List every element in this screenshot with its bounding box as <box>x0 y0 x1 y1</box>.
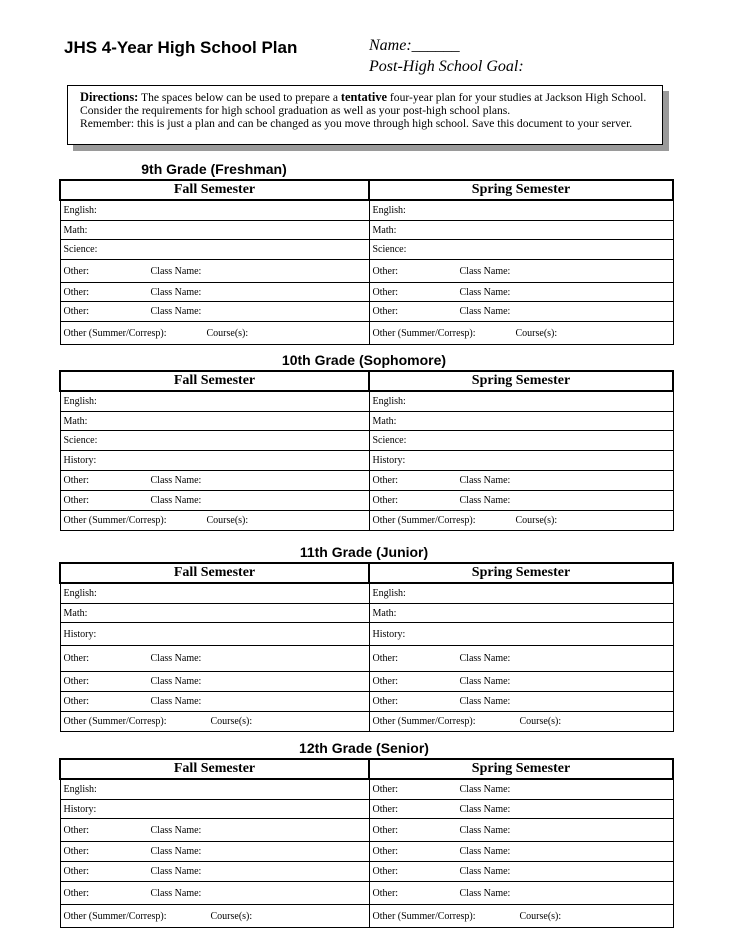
directions-box <box>67 85 663 145</box>
other-class-field[interactable]: Other: Class Name: <box>369 800 673 819</box>
grade-12-title: 12th Grade (Senior) <box>299 740 429 756</box>
science-field[interactable]: Science: <box>60 431 369 451</box>
other-class-field[interactable]: Other: Class Name: <box>60 692 369 712</box>
other-class-field[interactable]: Other: Class Name: <box>60 672 369 692</box>
other-class-field[interactable]: Other: Class Name: <box>369 842 673 862</box>
grade-9-title: 9th Grade (Freshman) <box>141 161 287 177</box>
math-field[interactable]: Math: <box>369 221 673 240</box>
other-class-field[interactable]: Other: Class Name: <box>60 862 369 882</box>
math-field[interactable]: Math: <box>60 604 369 623</box>
spring-semester-header: Spring Semester <box>369 759 673 779</box>
other-class-field[interactable]: Other: Class Name: <box>60 260 369 283</box>
english-field[interactable]: English: <box>369 583 673 604</box>
history-field[interactable]: History: <box>369 451 673 471</box>
other-class-field[interactable]: Other: Class Name: <box>369 862 673 882</box>
other-class-field[interactable]: Other: Class Name: <box>369 882 673 905</box>
english-field[interactable]: English: <box>60 200 369 221</box>
history-field[interactable]: History: <box>369 623 673 646</box>
grade-11-table <box>59 562 674 732</box>
summer-courses-field[interactable]: Other (Summer/Corresp): Course(s): <box>369 712 673 732</box>
other-class-field[interactable]: Other: Class Name: <box>60 842 369 862</box>
history-field[interactable]: History: <box>60 623 369 646</box>
other-class-field[interactable]: Other: Class Name: <box>60 283 369 302</box>
directions-emphasis: tentative <box>340 90 388 104</box>
other-class-field[interactable]: Other: Class Name: <box>369 779 673 800</box>
summer-courses-field[interactable]: Other (Summer/Corresp): Course(s): <box>369 905 673 928</box>
history-field[interactable]: History: <box>60 451 369 471</box>
english-field[interactable]: English: <box>369 391 673 412</box>
grade-10-table <box>59 370 674 531</box>
spring-semester-header: Spring Semester <box>369 180 673 200</box>
directions-text-c: Remember: this is just a plan and can be changed as you move through high school. Save this document to your server. <box>80 117 633 130</box>
english-field[interactable]: English: <box>60 391 369 412</box>
other-class-field[interactable]: Other: Class Name: <box>60 302 369 322</box>
summer-courses-field[interactable]: Other (Summer/Corresp): Course(s): <box>369 511 673 531</box>
math-field[interactable]: Math: <box>60 412 369 431</box>
name-field-label: Name:______ <box>369 37 460 54</box>
summer-courses-field[interactable]: Other (Summer/Corresp): Course(s): <box>60 905 369 928</box>
other-class-field[interactable]: Other: Class Name: <box>369 646 673 672</box>
directions-text-b: four-year plan for your studies at Jackson High School. Consider the requirements for high school graduation as well as your post-high school plans. <box>80 91 647 117</box>
other-class-field[interactable]: Other: Class Name: <box>369 672 673 692</box>
science-field[interactable]: Science: <box>369 431 673 451</box>
other-class-field[interactable]: Other: Class Name: <box>369 692 673 712</box>
summer-courses-field[interactable]: Other (Summer/Corresp): Course(s): <box>60 712 369 732</box>
page-title: JHS 4-Year High School Plan <box>64 38 298 57</box>
spring-semester-header: Spring Semester <box>369 563 673 583</box>
science-field[interactable]: Science: <box>369 240 673 260</box>
fall-semester-header: Fall Semester <box>60 180 369 200</box>
post-high-school-goal-label: Post-High School Goal: <box>369 58 524 75</box>
english-field[interactable]: English: <box>369 200 673 221</box>
math-field[interactable]: Math: <box>369 412 673 431</box>
directions-text-a: The spaces below can be used to prepare a <box>140 91 338 104</box>
other-class-field[interactable]: Other: Class Name: <box>60 491 369 511</box>
grade-12-table <box>59 758 674 928</box>
history-field[interactable]: History: <box>60 800 369 819</box>
summer-courses-field[interactable]: Other (Summer/Corresp): Course(s): <box>369 322 673 345</box>
summer-courses-field[interactable]: Other (Summer/Corresp): Course(s): <box>60 322 369 345</box>
other-class-field[interactable]: Other: Class Name: <box>60 646 369 672</box>
summer-courses-field[interactable]: Other (Summer/Corresp): Course(s): <box>60 511 369 531</box>
other-class-field[interactable]: Other: Class Name: <box>369 471 673 491</box>
other-class-field[interactable]: Other: Class Name: <box>60 819 369 842</box>
grade-11-title: 11th Grade (Junior) <box>299 544 429 560</box>
grade-10-title: 10th Grade (Sophomore) <box>281 352 447 368</box>
other-class-field[interactable]: Other: Class Name: <box>60 882 369 905</box>
other-class-field[interactable]: Other: Class Name: <box>369 302 673 322</box>
other-class-field[interactable]: Other: Class Name: <box>369 491 673 511</box>
fall-semester-header: Fall Semester <box>60 759 369 779</box>
other-class-field[interactable]: Other: Class Name: <box>369 283 673 302</box>
spring-semester-header: Spring Semester <box>369 371 673 391</box>
other-class-field[interactable]: Other: Class Name: <box>60 471 369 491</box>
english-field[interactable]: English: <box>60 583 369 604</box>
science-field[interactable]: Science: <box>60 240 369 260</box>
math-field[interactable]: Math: <box>60 221 369 240</box>
fall-semester-header: Fall Semester <box>60 371 369 391</box>
other-class-field[interactable]: Other: Class Name: <box>369 819 673 842</box>
english-field[interactable]: English: <box>60 779 369 800</box>
math-field[interactable]: Math: <box>369 604 673 623</box>
grade-9-table <box>59 179 674 345</box>
other-class-field[interactable]: Other: Class Name: <box>369 260 673 283</box>
directions-label: Directions: <box>80 90 139 104</box>
fall-semester-header: Fall Semester <box>60 563 369 583</box>
